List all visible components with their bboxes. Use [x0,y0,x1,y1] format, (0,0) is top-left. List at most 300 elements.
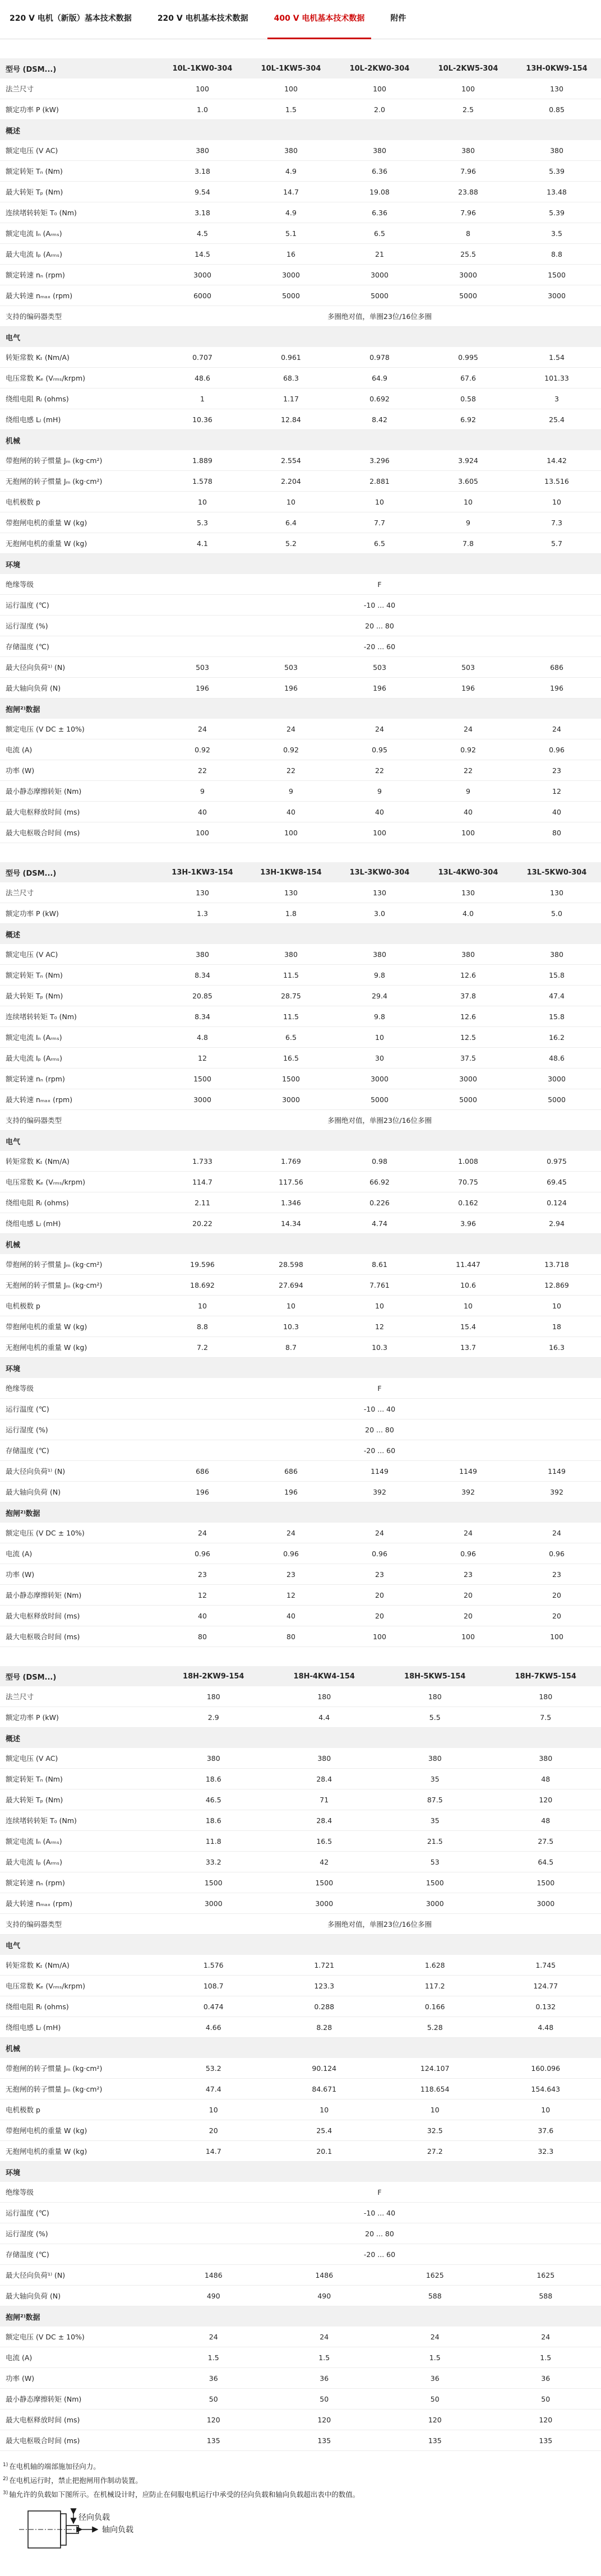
data-row [0,161,601,182]
row-label: 运行湿度 (%) [0,621,158,631]
merged-row [0,2244,601,2265]
row-label: 带抱闸电机的重量 W (kg) [0,2125,158,2135]
cell-value: 25.5 [424,250,512,258]
cell-value: 50 [269,2395,380,2403]
cell-value: 14.34 [247,1219,335,1228]
row-label: 带抱闸的转子惯量 Jₘ (kg·cm²) [0,455,158,465]
cell-value: 16.2 [512,1033,601,1042]
cell-value: 16.3 [512,1343,601,1352]
cell-value: 3000 [158,271,247,279]
row-label: 额定电流 Iₙ (Aᵣₘₛ) [0,228,158,238]
cell-value: 686 [247,1467,335,1476]
cell-value: 154.643 [491,2085,601,2093]
cell-value: 180 [269,1692,380,1701]
cell-value: 21.5 [380,1837,491,1846]
footnote-marker: 3) [3,2490,8,2496]
cell-value: 100 [247,85,335,93]
row-label: 支持的编码器类型 [0,1919,158,1929]
data-row [0,944,601,965]
merged-row [0,2203,601,2223]
section-row [0,1358,601,1378]
model-name: 13L-4KW0-304 [424,868,512,877]
merged-row [0,1110,601,1131]
model-name: 13H-1KW8-154 [247,868,335,877]
merged-value: 20 ... 80 [158,2230,601,2238]
cell-value: 37.8 [424,992,512,1000]
cell-value: 14.7 [247,188,335,196]
row-label: 绝缘等级 [0,2187,158,2197]
cell-value: 130 [512,85,601,93]
cell-value: 48 [491,1816,601,1825]
cell-value: 20 [512,1612,601,1620]
row-label: 最大电枢吸合时间 (ms) [0,827,158,838]
cell-value: 20.22 [158,1219,247,1228]
data-row [0,471,601,492]
footnote-text: 在电机运行时，禁止把抱闸用作制动装置。 [9,2476,142,2485]
cell-value: 130 [335,889,424,897]
cell-value: 50 [491,2395,601,2403]
cell-value: 7.96 [424,167,512,175]
cell-value: 24 [512,725,601,733]
data-row [0,882,601,903]
cell-value: 10.6 [424,1281,512,1289]
model-name: 10L-1KW5-304 [247,64,335,73]
cell-value: 100 [247,829,335,837]
cell-value: 13.7 [424,1343,512,1352]
cell-value: 0.975 [512,1157,601,1166]
cell-value: 100 [335,829,424,837]
cell-value: 130 [512,889,601,897]
cell-value: 135 [491,2436,601,2445]
footnote [3,2459,601,2473]
cell-value: 27.5 [491,1837,601,1846]
row-label: 额定转矩 Tₙ (Nm) [0,166,158,176]
model-name: 18H-2KW9-154 [158,1672,269,1681]
cell-value: 9 [424,519,512,527]
row-label: 带抱闸电机的重量 W (kg) [0,1321,158,1331]
row-label: 存储温度 (℃) [0,1445,158,1455]
row-label: 运行温度 (℃) [0,1404,158,1414]
row-label: 最大径向负荷¹⁾ (N) [0,662,158,672]
cell-value: 9.54 [158,188,247,196]
data-row [0,347,601,368]
section-title: 抱闸²⁾数据 [0,2311,158,2322]
cell-value: 120 [269,2416,380,2424]
cell-value: 1625 [491,2271,601,2279]
merged-value: 20 ... 80 [158,1426,601,1434]
cell-value: 3.96 [424,1219,512,1228]
cell-value: 22 [424,766,512,775]
row-label: 带抱闸的转子惯量 Jₘ (kg·cm²) [0,1259,158,1269]
cell-value: 24 [491,2333,601,2341]
footnote-marker: 2) [3,2476,8,2482]
merged-value: 多圈绝对值，单圈23位/16位多圈 [158,311,601,321]
data-row [0,1027,601,1048]
cell-value: 42 [269,1858,380,1866]
row-label: 绕组电感 Lₗ (mH) [0,2022,158,2032]
data-row [0,409,601,430]
row-label: 法兰尺寸 [0,84,158,94]
cell-value: 11.447 [424,1260,512,1269]
cell-value: 5.1 [247,229,335,238]
cell-value: 0.474 [158,2002,269,2011]
cell-value: 3.924 [424,456,512,465]
cell-value: 9 [335,787,424,796]
data-row [0,903,601,924]
model-header-row [0,58,601,78]
cell-value: 0.92 [247,746,335,754]
cell-value: 180 [158,1692,269,1701]
data-row [0,739,601,760]
row-label: 电流 (A) [0,1548,158,1558]
section-row [0,1234,601,1254]
model-name: 10L-2KW5-304 [424,64,512,73]
merged-value: 多圈绝对值，单圈23位/16位多圈 [158,1115,601,1125]
row-label: 绕组电阻 Rₗ (ohms) [0,394,158,404]
model-header-label: 型号 (DSM...) [0,867,158,878]
cell-value: 380 [158,146,247,155]
cell-value: 1500 [380,1879,491,1887]
row-label: 无抱闸的转子惯量 Jₘ (kg·cm²) [0,2084,158,2094]
cell-value: 15.8 [512,971,601,979]
cell-value: 1.0 [158,105,247,114]
cell-value: 0.98 [335,1157,424,1166]
cell-value: 28.4 [269,1775,380,1783]
data-row [0,986,601,1006]
row-label: 法兰尺寸 [0,1691,158,1701]
cell-value: 120 [491,2416,601,2424]
cell-value: 1500 [269,1879,380,1887]
model-header-row [0,1666,601,1686]
cell-value: 588 [491,2292,601,2300]
cell-value: 100 [512,1632,601,1641]
tab-220v-motor-new[interactable]: 220 V 电机（新版）基本技术数据 [3,0,138,39]
cell-value: 124.107 [380,2064,491,2073]
cell-value: 135 [158,2436,269,2445]
merged-row [0,1419,601,1440]
data-row [0,1089,601,1110]
cell-value: 160.096 [491,2064,601,2073]
data-row [0,1192,601,1213]
model-header-label: 型号 (DSM...) [0,63,158,74]
cell-value: 490 [158,2292,269,2300]
cell-value: 24 [335,1529,424,1537]
cell-value: 35 [380,1816,491,1825]
cell-value: 100 [424,1632,512,1641]
data-row [0,1606,601,1626]
cell-value: 9.8 [335,1012,424,1021]
cell-value: 1149 [512,1467,601,1476]
cell-value: 20 [424,1612,512,1620]
data-row [0,2017,601,2038]
cell-value: 53.2 [158,2064,269,2073]
data-row [0,368,601,389]
cell-value: 13.718 [512,1260,601,1269]
row-label: 功率 (W) [0,765,158,775]
cell-value: 8.42 [335,415,424,424]
data-row [0,1543,601,1564]
row-label: 绕组电感 Lₗ (mH) [0,414,158,424]
section-title: 电气 [0,332,158,343]
cell-value: 380 [335,146,424,155]
row-label: 绕组电阻 Rₗ (ohms) [0,1197,158,1208]
row-label: 电流 (A) [0,744,158,755]
cell-value: 0.96 [512,746,601,754]
data-row [0,1831,601,1852]
data-row [0,1151,601,1172]
cell-value: 53 [380,1858,491,1866]
model-name: 10L-1KW0-304 [158,64,247,73]
cell-value: 15.8 [512,1012,601,1021]
cell-value: 1500 [158,1075,247,1083]
cell-value: 11.5 [247,971,335,979]
cell-value: 9 [158,787,247,796]
data-row [0,2079,601,2099]
cell-value: 120 [380,2416,491,2424]
section-row [0,1502,601,1523]
cell-value: 90.124 [269,2064,380,2073]
data-row [0,2099,601,2120]
cell-value: 48.6 [512,1054,601,1062]
model-header-label: 型号 (DSM...) [0,1671,158,1682]
tab-accessories[interactable]: 附件 [383,0,413,39]
section-row [0,1935,601,1955]
cell-value: 8.34 [158,971,247,979]
cell-value: 7.96 [424,209,512,217]
cell-value: 9 [247,787,335,796]
cell-value: 18.6 [158,1816,269,1825]
cell-value: 2.11 [158,1199,247,1207]
cell-value: 40 [512,808,601,816]
tab-400v-motor[interactable]: 400 V 电机基本技术数据 [267,0,372,39]
cell-value: 0.92 [424,746,512,754]
row-label: 无抱闸电机的重量 W (kg) [0,538,158,548]
cell-value: 20 [512,1591,601,1599]
data-row [0,1748,601,1769]
cell-value: 0.96 [247,1550,335,1558]
cell-value: 12.5 [424,1033,512,1042]
data-row [0,760,601,781]
cell-value: 36 [269,2374,380,2383]
cell-value: 503 [335,663,424,672]
cell-value: 24 [158,1529,247,1537]
cell-value: 0.85 [512,105,601,114]
tab-220v-motor[interactable]: 220 V 电机基本技术数据 [151,0,255,39]
tab-bar [0,0,601,39]
cell-value: 3000 [247,271,335,279]
merged-value: -10 ... 40 [158,2209,601,2217]
data-row [0,1069,601,1089]
data-row [0,285,601,306]
cell-value: 392 [424,1488,512,1496]
cell-value: 0.226 [335,1199,424,1207]
section-title: 电气 [0,1940,158,1950]
cell-value: 1.721 [269,1961,380,1969]
model-name: 18H-4KW4-154 [269,1672,380,1681]
cell-value: 40 [158,1612,247,1620]
shaft-load-diagram-wrap [0,2501,601,2576]
cell-value: 7.5 [491,1713,601,1722]
cell-value: 47.4 [512,992,601,1000]
cell-value: 5000 [424,1095,512,1104]
cell-value: 1149 [424,1467,512,1476]
cell-value: 10 [512,498,601,506]
cell-value: 18.6 [158,1775,269,1783]
section-title: 环境 [0,2167,158,2177]
merged-row [0,2182,601,2203]
data-row [0,244,601,265]
footnotes [0,2459,601,2501]
cell-value: 10 [158,1302,247,1310]
cell-value: 3000 [269,1899,380,1908]
cell-value: 69.45 [512,1178,601,1186]
cell-value: 0.132 [491,2002,601,2011]
cell-value: 24 [247,725,335,733]
cell-value: 40 [335,808,424,816]
cell-value: 380 [158,1754,269,1763]
cell-value: 5000 [247,292,335,300]
cell-value: 24 [512,1529,601,1537]
cell-value: 11.5 [247,1012,335,1021]
cell-value: 2.0 [335,105,424,114]
model-name: 10L-2KW0-304 [335,64,424,73]
cell-value: 2.94 [512,1219,601,1228]
row-label: 存储温度 (℃) [0,641,158,651]
data-row [0,1048,601,1069]
cell-value: 80 [512,829,601,837]
cell-value: 23.88 [424,188,512,196]
cell-value: 0.961 [247,353,335,362]
row-label: 绝缘等级 [0,579,158,589]
cell-value: 4.8 [158,1033,247,1042]
row-label: 绝缘等级 [0,1383,158,1393]
cell-value: 10.3 [247,1322,335,1331]
cell-value: 50 [380,2395,491,2403]
merged-row [0,636,601,657]
cell-value: 100 [158,85,247,93]
cell-value: 123.3 [269,1982,380,1990]
merged-value: -20 ... 60 [158,642,601,651]
cell-value: 196 [424,684,512,692]
row-label: 最小静态摩擦转矩 (Nm) [0,786,158,796]
cell-value: 0.288 [269,2002,380,2011]
data-row [0,1006,601,1027]
cell-value: 5.2 [247,539,335,548]
data-row [0,533,601,554]
row-label: 无抱闸的转子惯量 Jₘ (kg·cm²) [0,1280,158,1290]
cell-value: 380 [158,950,247,959]
merged-value: 多圈绝对值，单圈23位/16位多圈 [158,1919,601,1929]
data-row [0,2368,601,2389]
row-label: 额定功率 P (kW) [0,104,158,114]
cell-value: 84.671 [269,2085,380,2093]
cell-value: 503 [158,663,247,672]
footnote-text: 轴允许的负载如下图所示。在机械设计时，应防止在伺服电机运行中承受的径向负载和轴向负载超出表中的数值。 [9,2490,359,2499]
row-label: 电机极数 p [0,1301,158,1311]
merged-row [0,2223,601,2244]
data-row [0,1461,601,1482]
cell-value: 19.08 [335,188,424,196]
cell-value: 23 [335,1570,424,1579]
row-label: 连续堵转转矩 T₀ (Nm) [0,1815,158,1825]
cell-value: 20 [335,1591,424,1599]
cell-value: 1.889 [158,456,247,465]
cell-value: 588 [380,2292,491,2300]
model-name: 13H-1KW3-154 [158,868,247,877]
cell-value: 37.5 [424,1054,512,1062]
cell-value: 5.28 [380,2023,491,2032]
cell-value: 7.761 [335,1281,424,1289]
cell-value: 7.8 [424,539,512,548]
cell-value: 24 [247,1529,335,1537]
cell-value: 27.694 [247,1281,335,1289]
merged-row [0,616,601,636]
section-title: 环境 [0,1363,158,1373]
section-title: 机械 [0,2043,158,2054]
row-label: 额定电压 (V AC) [0,1753,158,1763]
row-label: 最大径向负荷¹⁾ (N) [0,1466,158,1476]
merged-value: F [158,1384,601,1393]
cell-value: 29.4 [335,992,424,1000]
row-label: 无抱闸电机的重量 W (kg) [0,2146,158,2156]
row-label: 额定功率 P (kW) [0,1712,158,1722]
cell-value: 12 [158,1054,247,1062]
cell-value: 1.54 [512,353,601,362]
row-label: 功率 (W) [0,2373,158,2383]
cell-value: 4.5 [158,229,247,238]
cell-value: 1500 [158,1879,269,1887]
cell-value: 3000 [335,271,424,279]
cell-value: 8.34 [158,1012,247,1021]
cell-value: 135 [380,2436,491,2445]
data-row [0,450,601,471]
cell-value: 1149 [335,1467,424,1476]
row-label: 额定电压 (V DC ± 10%) [0,1528,158,1538]
cell-value: 11.8 [158,1837,269,1846]
cell-value: 23 [512,766,601,775]
row-label: 额定电流 Iₙ (Aᵣₘₛ) [0,1032,158,1042]
data-row [0,2058,601,2079]
cell-value: 23 [424,1570,512,1579]
row-label: 连续堵转转矩 T₀ (Nm) [0,207,158,218]
cell-value: 22 [158,766,247,775]
cell-value: 196 [247,1488,335,1496]
cell-value: 5000 [335,1095,424,1104]
cell-value: 24 [269,2333,380,2341]
data-row [0,822,601,843]
data-row [0,2409,601,2430]
footnote [3,2473,601,2487]
row-label: 绕组电感 Lₗ (mH) [0,1218,158,1228]
cell-value: 686 [512,663,601,672]
cell-value: 1.578 [158,477,247,485]
data-row [0,1523,601,1543]
cell-value: 18.692 [158,1281,247,1289]
row-label: 支持的编码器类型 [0,311,158,321]
cell-value: 20 [335,1612,424,1620]
cell-value: 8.61 [335,1260,424,1269]
data-row [0,1316,601,1337]
row-label: 最大电枢释放时间 (ms) [0,1611,158,1621]
cell-value: 686 [158,1467,247,1476]
model-name: 13L-3KW0-304 [335,868,424,877]
cell-value: 12.869 [512,1281,601,1289]
cell-value: 0.95 [335,746,424,754]
footnote-text: 在电机轴的端部施加径向力。 [9,2462,100,2471]
spec-table-3 [0,1666,601,2451]
cell-value: 28.75 [247,992,335,1000]
data-row [0,223,601,244]
